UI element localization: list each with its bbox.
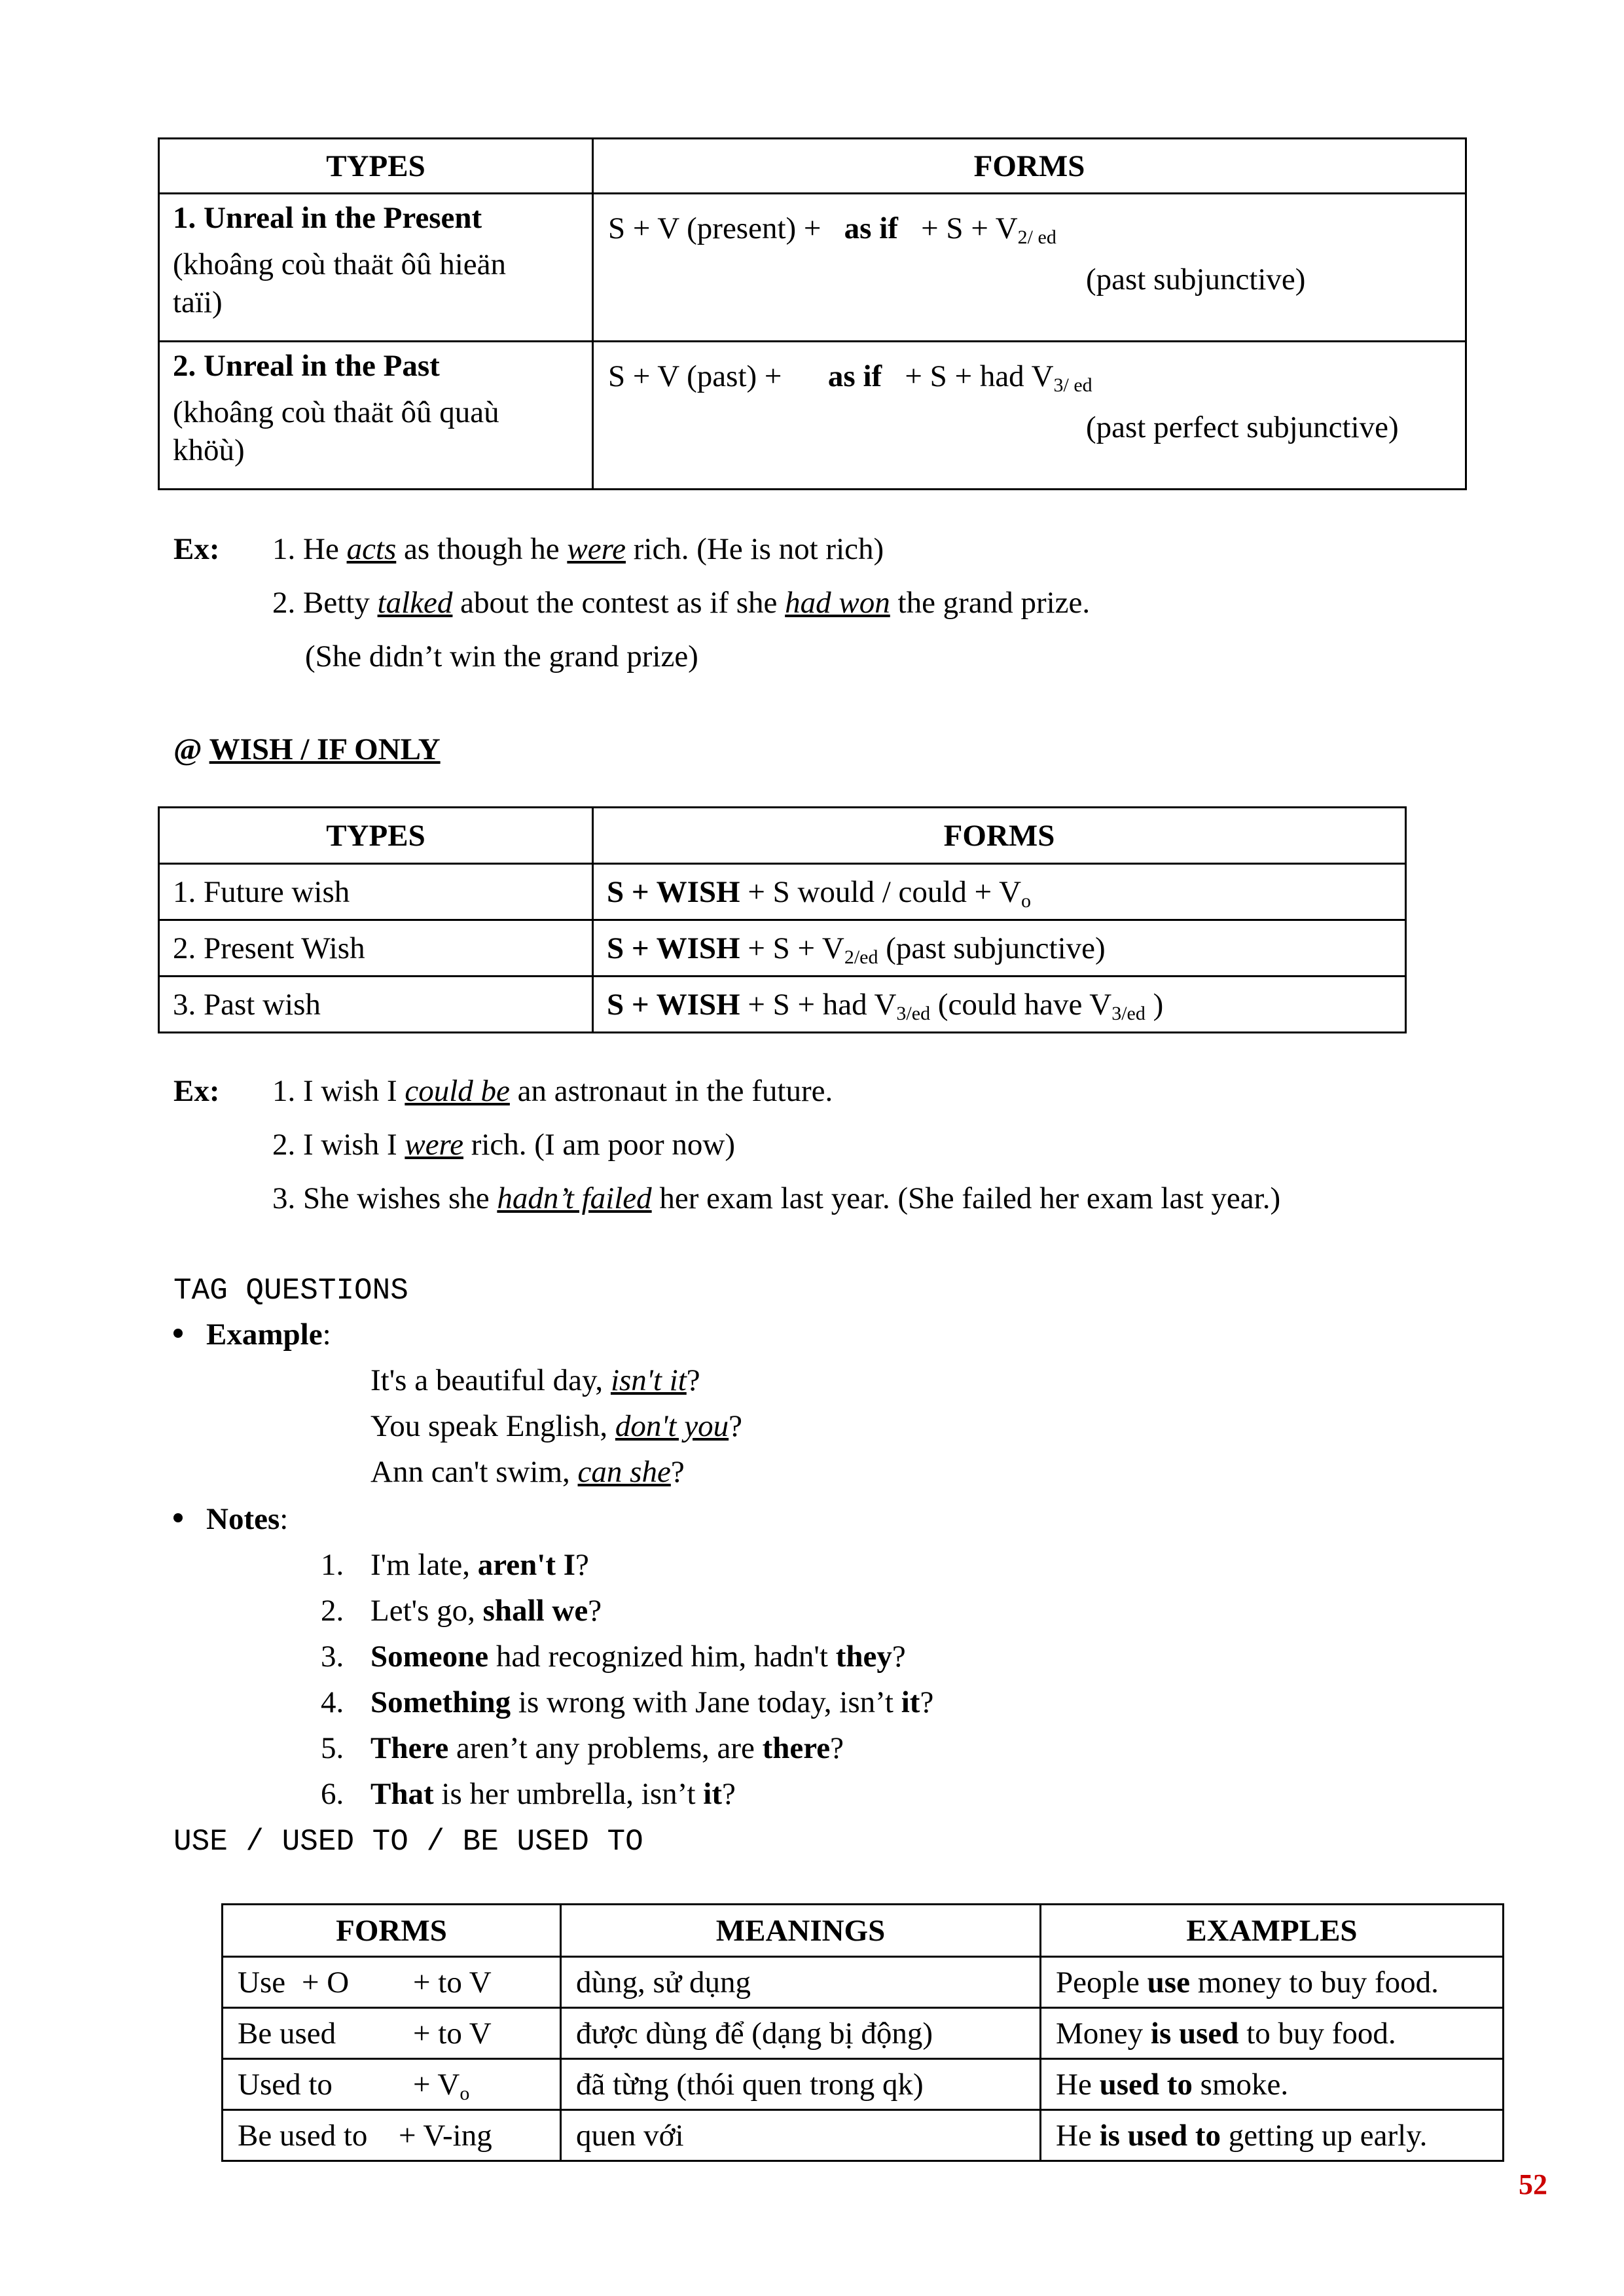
table-row: Used to + $V_o$ đã từng (thói quen trong qk) He used to smoke.: [223, 2059, 1504, 2110]
meanings-header: MEANINGS: [561, 1905, 1041, 1957]
meaning-cell: đã từng (thói quen trong qk): [561, 2059, 1041, 2110]
used-to-heading: USE / USED TO / BE USED TO: [173, 1825, 643, 1859]
form-part: + S + V: [921, 211, 1018, 245]
type-title: 2. Unreal in the Past: [173, 349, 440, 383]
note-item: 6. That is her umbrella, isn’t it?: [321, 1777, 736, 1811]
form-note: (past perfect subjunctive): [1086, 410, 1399, 444]
example-label: Ex:: [173, 532, 220, 566]
bullet-icon: [173, 1513, 183, 1522]
tag-example: You speak English, don't you?: [370, 1409, 742, 1443]
example-label: Ex:: [173, 1074, 220, 1108]
table-row: [159, 194, 1466, 342]
example-line: 1. He acts as though he were rich. (He is not rich): [272, 532, 884, 566]
tag-example: Ann can't swim, can she?: [370, 1455, 685, 1489]
wish-heading: @ WISH / IF ONLY: [173, 732, 441, 766]
note-item: 1. I'm late, aren't I?: [321, 1548, 589, 1582]
example-bullet: Example:: [173, 1317, 331, 1352]
example-line: 3. She wishes she hadn’t failed her exam last year. (She failed her exam last year.): [272, 1181, 1281, 1215]
form-subscript: 3/ ed: [1053, 374, 1092, 396]
type-note: (khoâng coù thaät ôû hieän taïi): [173, 247, 506, 319]
tag-example: It's a beautiful day, isn't it?: [370, 1363, 700, 1397]
table-row: Be used to + V-ing quen với He is used to getting up early.: [223, 2110, 1504, 2161]
example-line: 1. I wish I could be an astronaut in the future.: [272, 1074, 833, 1108]
forms-header: FORMS: [223, 1905, 561, 1957]
types-header: TYPES: [159, 808, 593, 864]
forms-header: FORMS: [593, 808, 1406, 864]
wish-table: [158, 806, 1407, 1033]
form-part: S + V (present) +: [608, 211, 821, 245]
table-row: 1. Future wish S + WISH + S would / could + $V_o$: [159, 864, 1406, 920]
meaning-cell: quen với: [561, 2110, 1041, 2161]
used-to-table: [221, 1903, 1504, 2162]
example-line: (She didn’t win the grand prize): [305, 639, 698, 673]
form-note: (past subjunctive): [1086, 262, 1306, 296]
bullet-icon: [173, 1329, 183, 1338]
example-line: 2. Betty talked about the contest as if she had won the grand prize.: [272, 586, 1091, 620]
note-item: 5. There aren’t any problems, are there?: [321, 1731, 844, 1765]
form-part: + S + had V: [905, 359, 1054, 393]
table-row: [159, 342, 1466, 490]
wish-type: 3. Past wish: [159, 977, 593, 1033]
type-title: 1. Unreal in the Present: [173, 201, 482, 235]
form-subscript: 2/ ed: [1017, 226, 1056, 248]
wish-type: 1. Future wish: [159, 864, 593, 920]
table-row: Be used + to V được dùng để (dạng bị động) Money is used to buy food.: [223, 2008, 1504, 2059]
note-item: 2. Let's go, shall we?: [321, 1594, 602, 1628]
notes-bullet: Notes:: [173, 1501, 288, 1537]
table-row: 3. Past wish S + WISH + S + had $V_{3/ed}$ (could have $V_{3/ed}$ ): [159, 977, 1406, 1033]
meaning-cell: dùng, sử dụng: [561, 1957, 1041, 2008]
examples-header: EXAMPLES: [1041, 1905, 1504, 1957]
table-row: Use + O + to V dùng, sử dụng People use money to buy food.: [223, 1957, 1504, 2008]
as-if-keyword: as if: [827, 359, 882, 393]
form-part: S + V (past) +: [608, 359, 782, 393]
table-row: 2. Present Wish S + WISH + $S + V_{2/ed}$ (past subjunctive): [159, 920, 1406, 977]
note-item: 3. Someone had recognized him, hadn't they?: [321, 1640, 906, 1674]
example-line: 2. I wish I were rich. (I am poor now): [272, 1128, 736, 1162]
note-item: 4. Something is wrong with Jane today, isn’t it?: [321, 1685, 934, 1719]
wish-type: 2. Present Wish: [159, 920, 593, 977]
as-if-keyword: as if: [844, 211, 898, 245]
forms-header: FORMS: [593, 139, 1466, 194]
as-if-table: [158, 137, 1467, 490]
type-note: (khoâng coù thaät ôû quaù khöù): [173, 395, 499, 467]
page-number: 52: [1519, 2168, 1547, 2200]
types-header: TYPES: [159, 139, 593, 194]
meaning-cell: được dùng để (dạng bị động): [561, 2008, 1041, 2059]
tag-questions-heading: TAG QUESTIONS: [173, 1274, 408, 1308]
